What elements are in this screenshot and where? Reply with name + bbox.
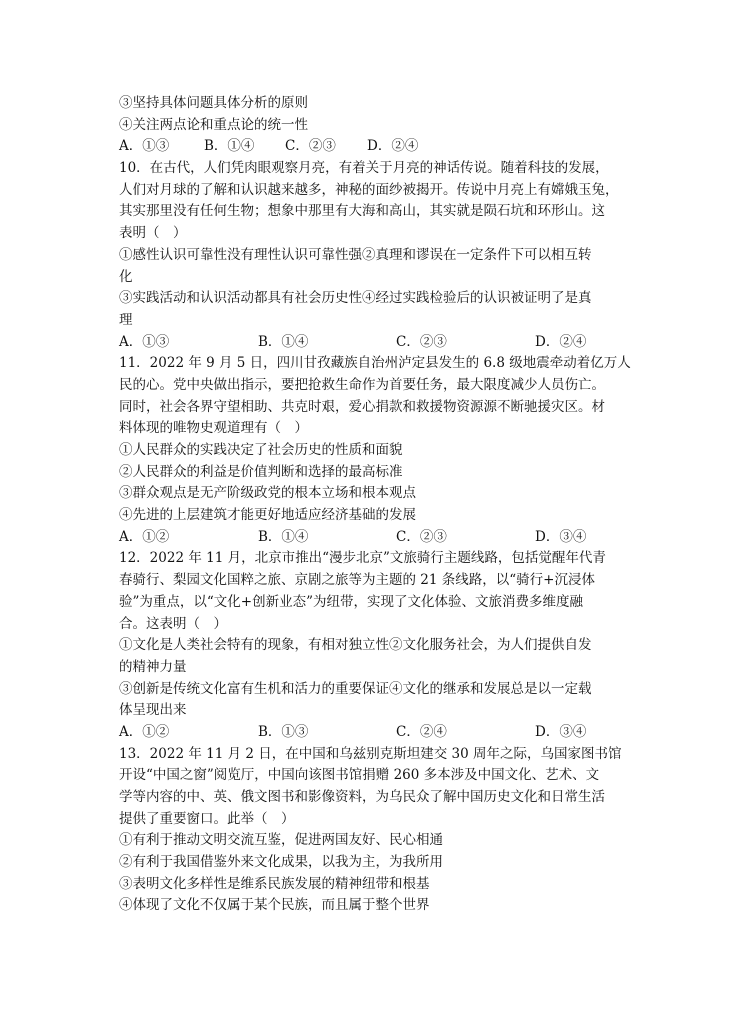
q12-stem-line: 验”为重点，以“文化+创新业态”为纽带，实现了文化体验、文旅消费多维度融 [119, 593, 584, 610]
q11-item-2: ②人民群众的利益是价值判断和选择的最高标准 [119, 463, 403, 480]
question-content [119, 93, 629, 917]
q12-option-c: C．②④ [396, 723, 447, 740]
q9-item-4: ④关注两点论和重点论的统一性 [119, 116, 308, 133]
q11-stem-line: 料体现的唯物史观道理有（ ） [119, 420, 308, 437]
q10-item-line: 化 [119, 268, 133, 285]
q11-item-4: ④先进的上层建筑才能更好地适应经济基础的发展 [119, 507, 416, 524]
q12-item-line: ③创新是传统文化富有生机和活力的重要保证④文化的继承和发展总是以一定载 [119, 680, 592, 697]
q11-option-a: A．①② [119, 528, 170, 545]
q10-option-c: C．②③ [396, 333, 447, 350]
q10-stem-line: 人们对月球的了解和认识越来越多，神秘的面纱被揭开。传说中月亮上有嫦娥玉兔， [119, 181, 619, 198]
q11-option-c: C．②③ [396, 528, 447, 545]
q12-stem-line: 合。这表明（ ） [119, 615, 227, 632]
q9-option-a: A．①③ [119, 138, 170, 155]
q9-item-3: ③坚持具体问题具体分析的原则 [119, 95, 308, 111]
q13-stem-line: 开设“中国之窗”阅览厅，中国向该图书馆捐赠 260 多本涉及中国文化、艺术、文 [119, 767, 600, 784]
q12-item-line: ①文化是人类社会特有的现象，有相对独立性②文化服务社会，为人们提供自发 [119, 637, 592, 654]
q12-stem-line: 12．2022 年 11 月，北京市推出“漫步北京”文旅骑行主题线路，包括觉醒年代青 [119, 550, 606, 567]
q13-stem-line: 13．2022 年 11 月 2 日，在中国和乌兹别克斯坦建交 30 周年之际，乌国家图书馆 [119, 745, 622, 762]
q10-stem-line: 表明（ ） [119, 225, 187, 242]
q10-item-line: ③实践活动和认识活动都具有社会历史性④经过实践检验后的认识被证明了是真 [119, 290, 592, 307]
q9-option-c: C．②③ [285, 138, 336, 155]
q11-stem-line: 11．2022 年 9 月 5 日，四川甘孜藏族自治州泸定县发生的 6.8 级地震牵动着亿万人 [119, 355, 631, 372]
q10-option-d: D．②④ [535, 333, 587, 350]
q9-option-d: D．②④ [367, 138, 419, 155]
q9-option-b: B．①④ [204, 138, 255, 155]
q13-stem-line: 提供了重要窗口。此举（ ） [119, 810, 295, 827]
q11-option-d: D．③④ [535, 528, 587, 545]
q13-item-1: ①有利于推动文明交流互鉴，促进两国友好、民心相通 [119, 832, 443, 849]
q10-option-a: A．①③ [119, 333, 170, 350]
q10-options [119, 332, 629, 354]
q11-options [119, 527, 629, 549]
q13-item-3: ③表明文化多样性是维系民族发展的精神纽带和根基 [119, 875, 430, 892]
q12-item-line: 体呈现出来 [119, 702, 187, 719]
q12-stem-line: 春骑行、梨园文化国粹之旅、京剧之旅等为主题的 21 条线路，以“骑行+沉浸体 [119, 572, 595, 589]
q13-item-4: ④体现了文化不仅属于某个民族，而且属于整个世界 [119, 897, 430, 914]
q12-options [119, 722, 629, 744]
q13-stem-line: 学等内容的中、英、俄文图书和影像资料，为乌民众了解中国历史文化和日常生活 [119, 789, 605, 805]
q11-item-3: ③群众观点是无产阶级政党的根本立场和根本观点 [119, 485, 416, 502]
q12-option-a: A．①② [119, 723, 170, 740]
q12-option-d: D．③④ [535, 723, 587, 740]
q10-item-line: ①感性认识可靠性没有理性认识可靠性强②真理和谬误在一定条件下可以相互转 [119, 246, 592, 263]
q10-item-line: 理 [119, 311, 133, 328]
q12-option-b: B．①③ [258, 723, 309, 740]
q9-options [119, 136, 629, 158]
q11-stem-line: 同时，社会各界守望相助、共克时艰，爱心捐款和救援物资源源不断驰援灾区。材 [119, 398, 605, 415]
q11-stem-line: 民的心。党中央做出指示，要把抢救生命作为首要任务，最大限度减少人员伤亡。 [119, 376, 605, 393]
q10-option-b: B．①④ [258, 333, 309, 350]
q13-item-2: ②有利于我国借鉴外来文化成果，以我为主，为我所用 [119, 854, 443, 871]
q11-option-b: B．①④ [258, 528, 309, 545]
q10-stem-line: 其实那里没有任何生物；想象中那里有大海和高山，其实就是陨石坑和环形山。这 [119, 203, 605, 220]
q11-item-1: ①人民群众的实践决定了社会历史的性质和面貌 [119, 442, 403, 458]
q10-stem-line: 10．在古代，人们凭肉眼观察月亮，有着关于月亮的神话传说。随着科技的发展， [119, 160, 609, 177]
q12-item-line: 的精神力量 [119, 658, 187, 675]
